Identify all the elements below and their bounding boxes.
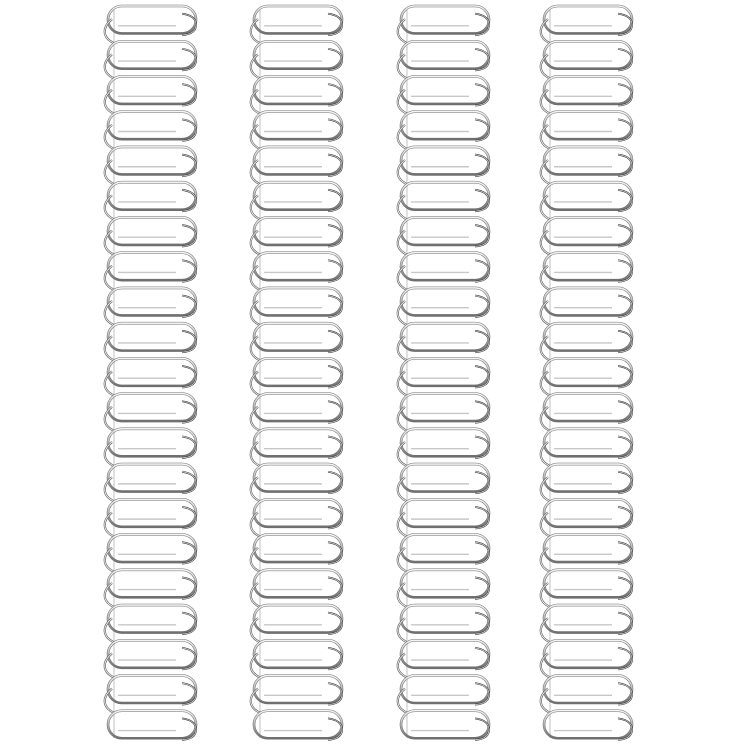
wire-loop <box>398 394 489 431</box>
wire-loop <box>541 253 632 290</box>
wire-loop <box>251 535 342 572</box>
wire-loop <box>541 676 632 713</box>
wire-loop <box>251 76 342 113</box>
wire-loop <box>105 570 196 607</box>
wire-loop <box>105 640 196 677</box>
wire-loop <box>541 605 632 642</box>
wire-loop <box>105 358 196 395</box>
wire-loop <box>105 253 196 290</box>
wire-loop <box>105 323 196 360</box>
wire-loop <box>105 676 196 713</box>
wire-loop <box>251 253 342 290</box>
wire-loop <box>105 535 196 572</box>
wire-loop <box>105 394 196 431</box>
wire-loop <box>398 41 489 78</box>
wire-loop <box>398 323 489 360</box>
wire-loop <box>105 605 196 642</box>
wire-loop <box>251 217 342 254</box>
wire-loop <box>108 711 196 740</box>
wire-loop <box>541 464 632 501</box>
wire-loop <box>251 605 342 642</box>
wire-loop <box>251 112 342 149</box>
wire-loop <box>398 112 489 149</box>
wire-loop <box>541 323 632 360</box>
wire-loop <box>254 711 342 740</box>
wire-loop <box>105 499 196 536</box>
wire-loop <box>251 41 342 78</box>
wire-loop <box>251 358 342 395</box>
wire-loop <box>105 288 196 325</box>
wire-loop <box>398 288 489 325</box>
wire-strip <box>541 6 632 740</box>
wire-loop <box>541 535 632 572</box>
wire-loop <box>251 464 342 501</box>
wire-loop <box>541 76 632 113</box>
wire-loop <box>398 358 489 395</box>
wire-loop <box>541 147 632 184</box>
wire-loop <box>398 6 489 43</box>
wire-loop <box>398 640 489 677</box>
wire-loop <box>105 6 196 43</box>
wire-loop <box>541 429 632 466</box>
wire-loop <box>541 182 632 219</box>
wire-loop <box>251 499 342 536</box>
wire-loop <box>398 676 489 713</box>
wire-loop <box>251 640 342 677</box>
wire-loop <box>541 41 632 78</box>
wire-loop <box>105 217 196 254</box>
wire-loop <box>398 464 489 501</box>
wire-loop <box>398 535 489 572</box>
wire-loop <box>251 182 342 219</box>
wire-loop <box>105 147 196 184</box>
wire-loop <box>541 358 632 395</box>
wire-loop <box>398 147 489 184</box>
wire-strip <box>398 6 489 740</box>
wire-loop <box>401 711 489 740</box>
wire-loop <box>105 76 196 113</box>
wire-strip <box>251 6 342 740</box>
wire-loop <box>398 605 489 642</box>
wire-strip <box>105 6 196 740</box>
wire-loop <box>398 429 489 466</box>
wire-loop <box>541 640 632 677</box>
wire-loop <box>398 253 489 290</box>
wire-loop <box>398 570 489 607</box>
wire-loop <box>541 394 632 431</box>
wire-loop <box>251 676 342 713</box>
wire-loop <box>105 182 196 219</box>
wire-loop <box>105 112 196 149</box>
wire-loop <box>541 6 632 43</box>
wire-loop <box>251 288 342 325</box>
wire-loop <box>541 499 632 536</box>
wire-loop <box>398 499 489 536</box>
wire-loop <box>105 41 196 78</box>
wire-loop <box>398 76 489 113</box>
wire-loop <box>398 182 489 219</box>
wire-loop <box>544 711 632 740</box>
wire-loop <box>251 6 342 43</box>
wire-loop <box>105 429 196 466</box>
wire-loop <box>105 464 196 501</box>
wire-loop <box>251 570 342 607</box>
wire-loop <box>541 288 632 325</box>
wire-loop <box>251 429 342 466</box>
wire-loop <box>398 217 489 254</box>
wire-loop <box>541 112 632 149</box>
wire-loop <box>251 147 342 184</box>
wire-loop <box>541 570 632 607</box>
wire-loop <box>251 394 342 431</box>
wire-loop <box>251 323 342 360</box>
wire-loop <box>541 217 632 254</box>
